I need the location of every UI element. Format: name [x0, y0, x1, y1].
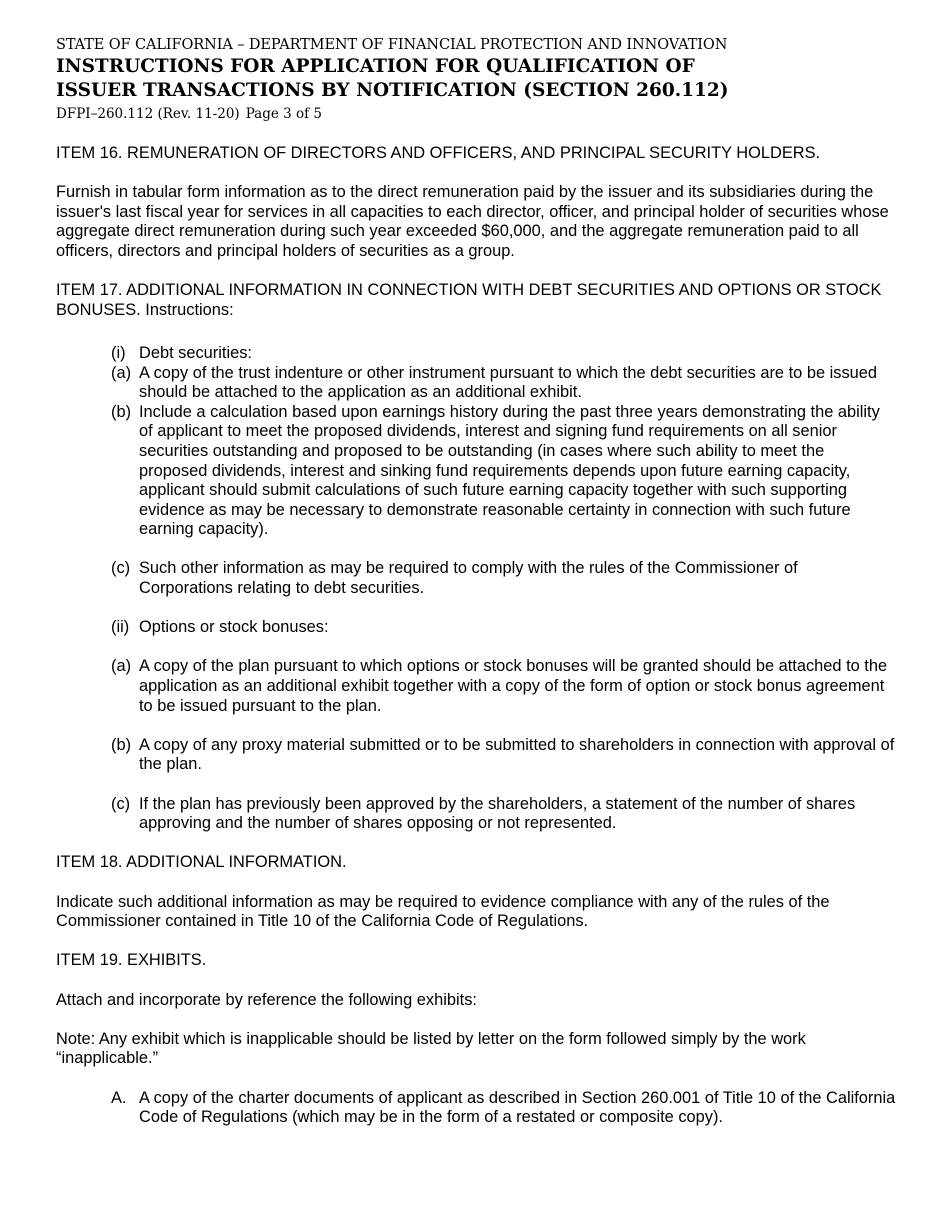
item18-text: Indicate such additional information as may be required to evidence compliance with any of the rules of the Commissioner contained in Title 10 of the California Code of Regulations. — [56, 892, 830, 931]
form-number-line — [56, 105, 729, 123]
options-item-c — [111, 795, 896, 834]
list-text: Such other information as may be required to comply with the rules of the Commissioner of Corporations relating to debt securities. — [139, 559, 798, 598]
item16-text: Furnish in tabular form information as to the direct remuneration paid by the issuer and its subsidiaries during the issuer's last fiscal year for services in all capacities to each director, officer, and principal holder of securities whose aggregate direct remuneration during such year exceeded $60,000, and the aggregate remuneration paid to all officers, directors and principal holders of securities as a group. — [56, 183, 889, 260]
options-label — [111, 618, 896, 638]
list-text: A copy of the plan pursuant to which options or stock bonuses will be granted should be attached to the application as an additional exhibit together with a copy of the form of option or stock bonus agreement to be issued pursuant to the plan. — [139, 657, 888, 715]
list-marker: (b) — [111, 735, 132, 754]
document-header — [56, 35, 729, 123]
debt-item-c — [111, 559, 896, 598]
list-marker: A. — [111, 1088, 127, 1107]
list-text: A copy of the trust indenture or other instrument pursuant to which the debt securities are to be issued should be attached to the application as an additional exhibit. — [139, 363, 877, 402]
item17-heading: ITEM 17. ADDITIONAL INFORMATION IN CONNECTION WITH DEBT SECURITIES AND OPTIONS OR STOCK BONUSES. Instructions: — [56, 281, 882, 319]
list-marker: (c) — [111, 559, 131, 578]
list-marker: (i) — [111, 343, 126, 362]
list-label: Debt securities: — [139, 343, 252, 362]
list-text: Include a calculation based upon earnings history during the past three years demonstrating the ability of applicant to meet the proposed dividends, interest and signing fund requirements on all senior securities outstanding and proposed to be outstanding (in cases where such ability to meet the proposed dividends, interest and sinking fund requirements depends upon future earning capacity, applicant should submit calculations of such future earning capacity together with such supporting evidence as may be necessary to demonstrate reasonable certainty in connection with such future earning capacity). — [139, 402, 880, 539]
list-text: A copy of the charter documents of applicant as described in Section 260.001 of Title 10 of the California Code of Regulations (which may be in the form of a restated or composite copy). — [139, 1088, 896, 1127]
list-label: Options or stock bonuses: — [139, 618, 329, 637]
list-marker: (a) — [111, 363, 132, 382]
list-marker: (ii) — [111, 618, 130, 637]
item17-instructions — [56, 344, 896, 834]
list-text: If the plan has previously been approved by the shareholders, a statement of the number of shares approving and the number of shares opposing or not represented. — [139, 794, 856, 833]
item16-heading: ITEM 16. REMUNERATION OF DIRECTORS AND OFFICERS, AND PRINCIPAL SECURITY HOLDERS. — [56, 144, 821, 162]
options-item-b — [111, 736, 896, 775]
form-title-line-1: INSTRUCTIONS FOR APPLICATION FOR QUALIFICATION OF — [56, 56, 695, 77]
list-marker: (a) — [111, 657, 132, 676]
item19-heading: ITEM 19. EXHIBITS. — [56, 951, 207, 970]
list-text: A copy of any proxy material submitted or to be submitted to shareholders in connection with approval of the plan. — [139, 735, 895, 774]
form-number: DFPI–260.112 (Rev. 11-20) — [56, 106, 240, 122]
debt-securities-label — [111, 344, 896, 364]
exhibit-list — [56, 1089, 896, 1128]
options-item-a — [111, 657, 896, 716]
debt-item-a — [111, 364, 896, 403]
item19-intro: Attach and incorporate by reference the following exhibits: — [56, 990, 477, 1009]
list-marker: (b) — [111, 402, 132, 421]
debt-item-b — [111, 403, 896, 540]
form-title-line-2: ISSUER TRANSACTIONS BY NOTIFICATION (SECTION 260.112) — [56, 80, 729, 101]
agency-name: STATE OF CALIFORNIA – DEPARTMENT OF FINANCIAL PROTECTION AND INNOVATION — [56, 37, 728, 53]
item18-heading: ITEM 18. ADDITIONAL INFORMATION. — [56, 853, 347, 872]
item19-note: Note: Any exhibit which is inapplicable should be listed by letter on the form followed simply by the work “inapplicable.” — [56, 1029, 806, 1068]
list-marker: (c) — [111, 794, 131, 813]
exhibit-a — [111, 1089, 896, 1128]
page-indicator: Page 3 of 5 — [245, 106, 323, 122]
document-body — [56, 144, 896, 1128]
